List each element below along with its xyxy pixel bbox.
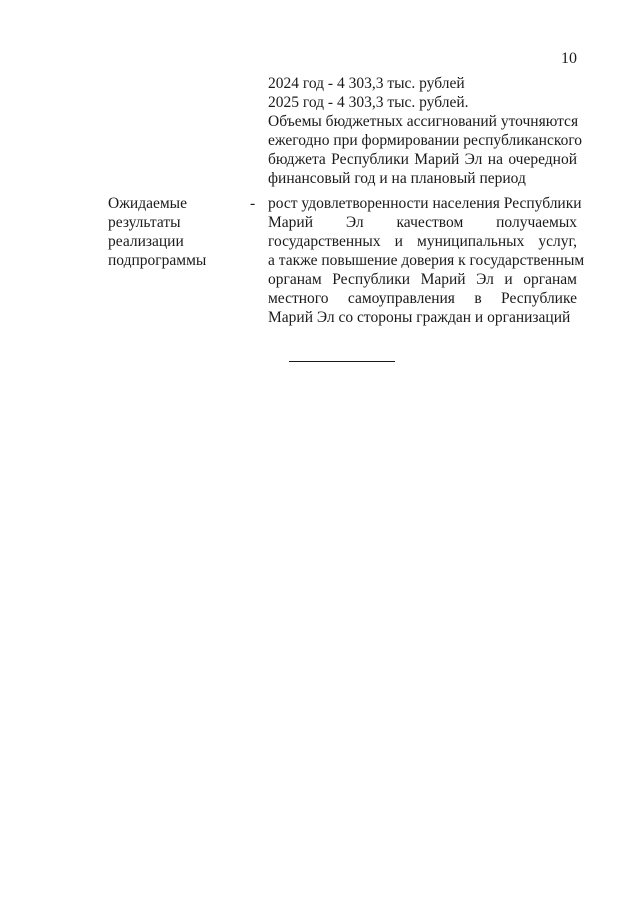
label-line: реализации xyxy=(108,233,184,250)
label-line: результаты xyxy=(108,214,181,231)
separator-dash: - xyxy=(250,195,256,212)
label-line: подпрограммы xyxy=(108,252,207,269)
result-line: Марий Эл качеством получаемых xyxy=(268,214,577,231)
closing-divider xyxy=(289,361,395,362)
funding-line-2025: 2025 год - 4 303,3 тыс. рублей. xyxy=(268,94,469,111)
result-line: органам Республики Марий Эл и органам xyxy=(268,271,577,288)
result-line: а также повышение доверия к государственным xyxy=(268,252,585,269)
label-line: Ожидаемые xyxy=(108,195,187,212)
result-line: рост удовлетворенности населения Республики xyxy=(268,195,582,212)
result-line: Марий Эл со стороны граждан и организаций xyxy=(268,309,571,326)
funding-note-line: ежегодно при формировании республиканского xyxy=(268,132,583,149)
funding-note-line: Объемы бюджетных ассигнований уточняются xyxy=(268,113,579,130)
funding-note-line: бюджета Республики Марий Эл на очередной xyxy=(268,151,577,168)
funding-line-2024: 2024 год - 4 303,3 тыс. рублей xyxy=(268,75,465,92)
funding-note-line: финансовый год и на плановый период xyxy=(268,170,526,187)
result-line: местного самоуправления в Республике xyxy=(268,290,577,307)
result-line: государственных и муниципальных услуг, xyxy=(268,233,577,250)
page-number: 10 xyxy=(561,50,577,67)
